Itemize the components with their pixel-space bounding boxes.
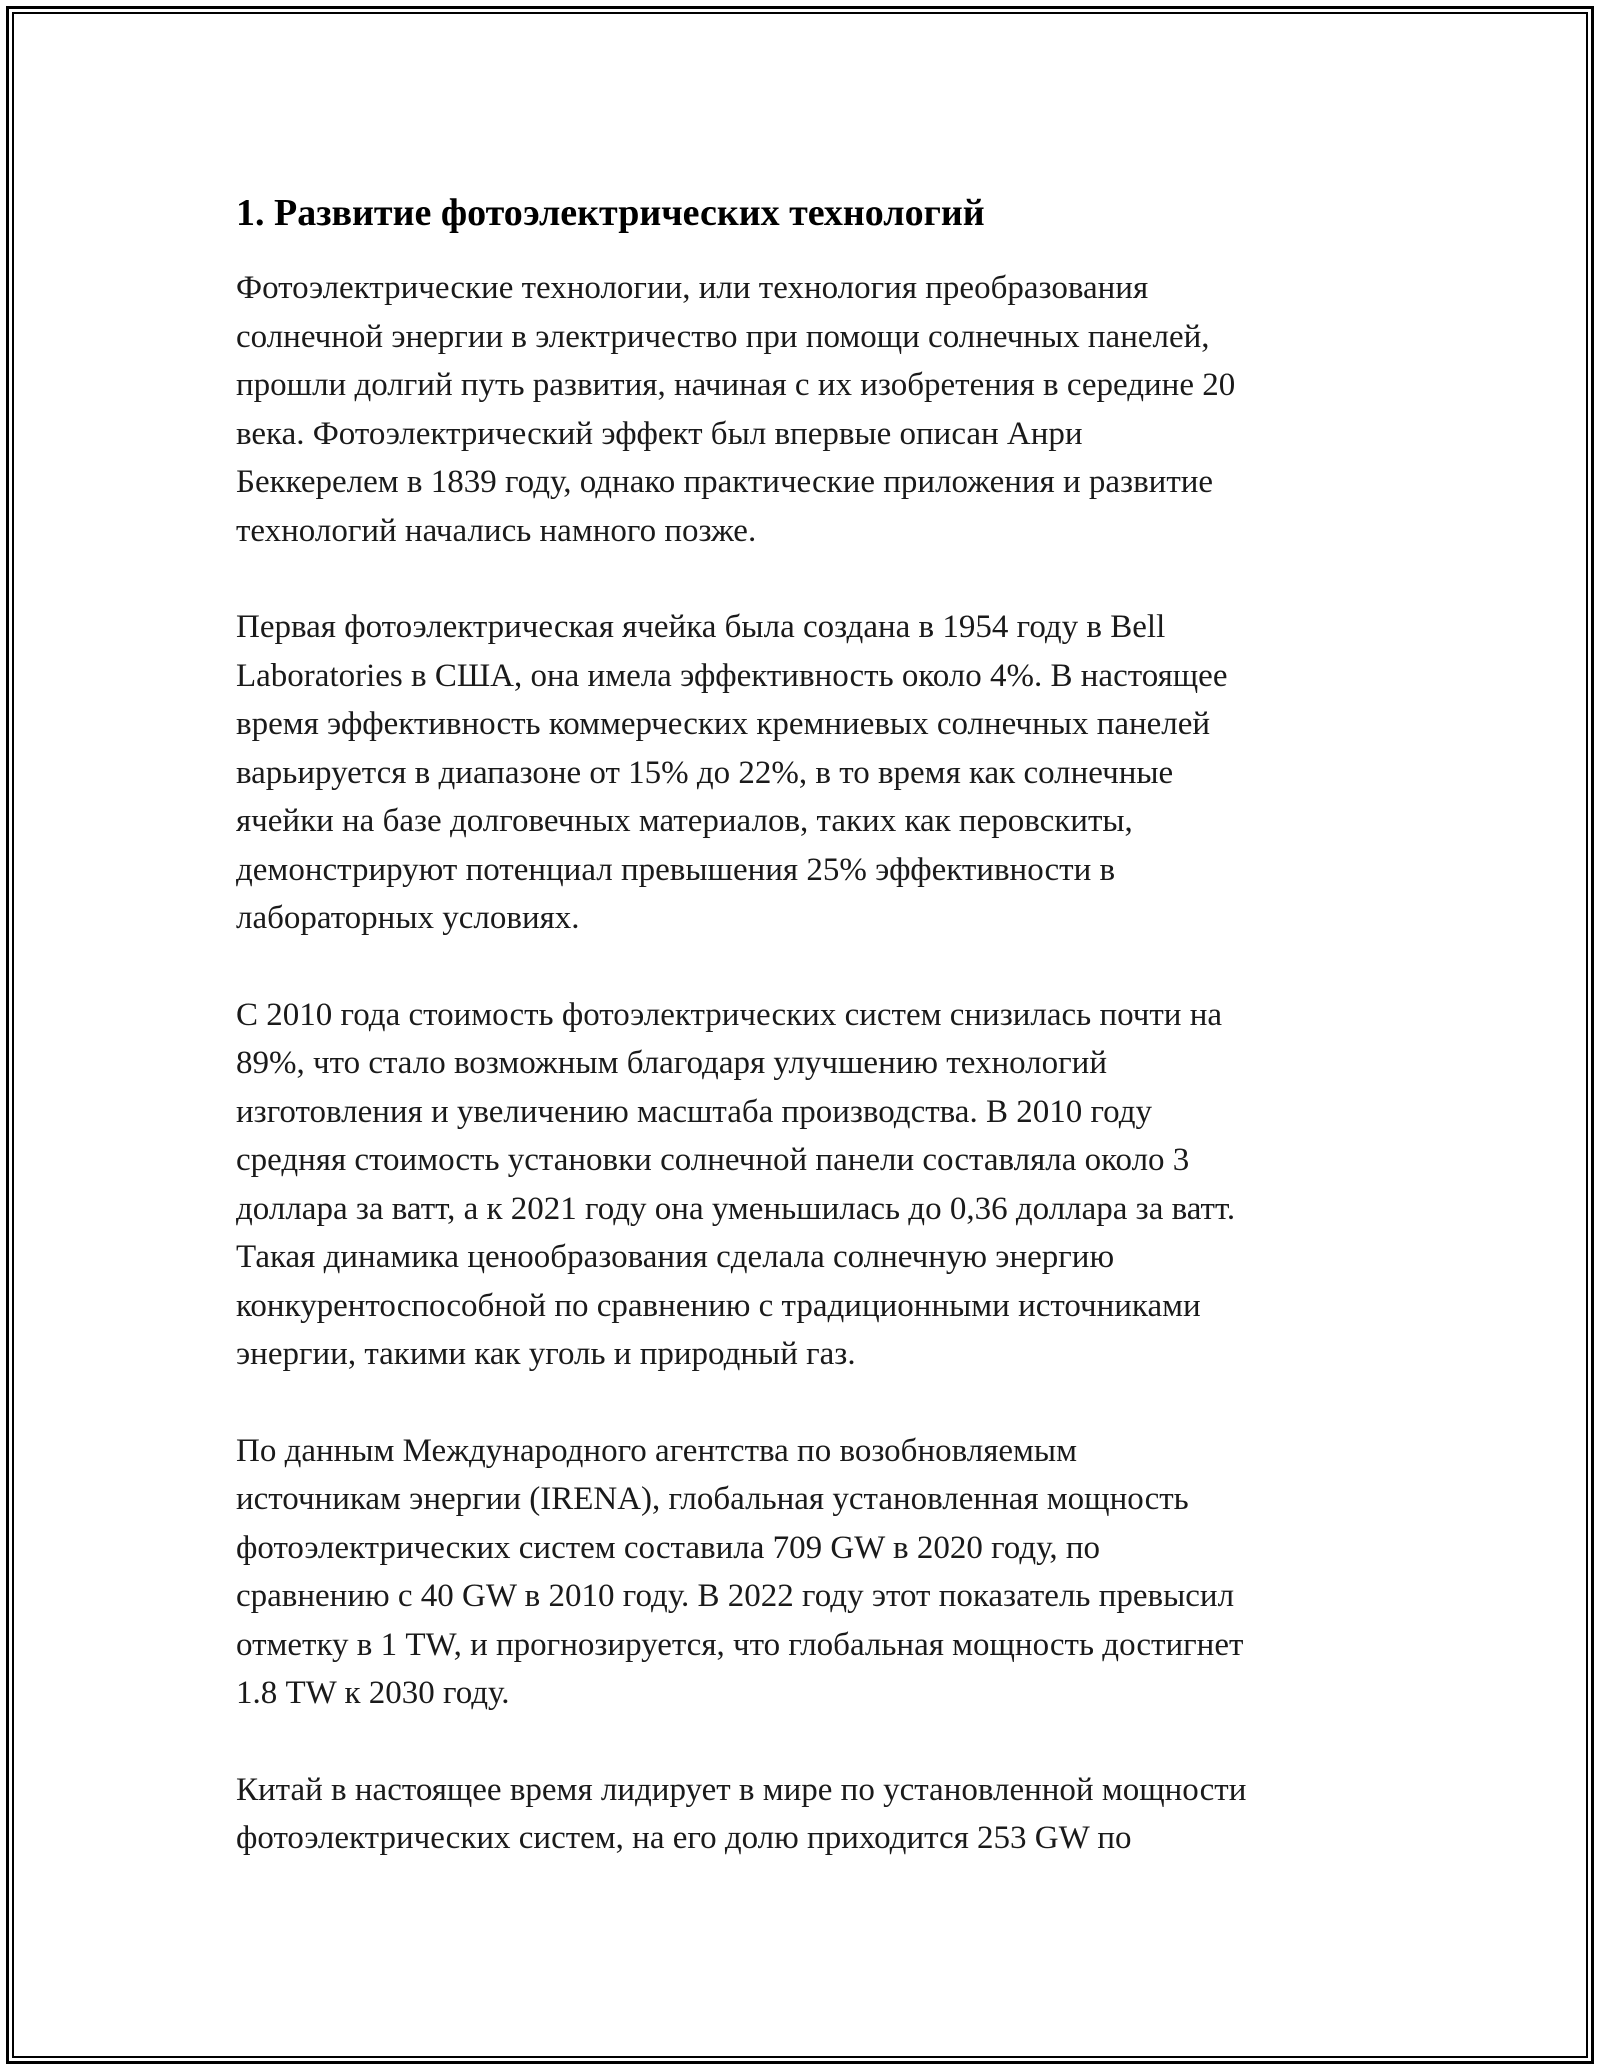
document-body bbox=[236, 186, 1376, 1863]
paragraph-cost: С 2010 года стоимость фотоэлектрических систем снизилась почти на 89%, что стало возможным благодаря улучшению технологий изготовления и увеличению масштаба производства. В 2010 году средняя стоимость установки солнечной панели составляла около 3 доллара за ватт, а к 2021 году она уменьшилась до 0,36 доллара за ватт. Такая динамика ценообразования сделала солнечную энергию конкурентоспособной по сравнению с традиционными источниками энергии, такими как уголь и природный газ. bbox=[236, 996, 1236, 1372]
paragraph-efficiency: Первая фотоэлектрическая ячейка была создана в 1954 году в Bell Laboratories в США, она имела эффективность около 4%. В настоящее время эффективность коммерческих кремниевых солнечных панелей варьируется в диапазоне от 15% до 22%, в то время как солнечные ячейки на базе долговечных материалов, таких как перовскиты, демонстрируют потенциал превышения 25% эффективности в лабораторных условиях. bbox=[236, 609, 1228, 936]
paragraph-capacity: По данным Международного агентства по возобновляемым источникам энергии (IRENA), глобальная установленная мощность фотоэлектрических систем составила 709 GW в 2020 году, по сравнению с 40 GW в 2010 году. В 2022 году этот показатель превысил отметку в 1 TW, и прогнозируется, что глобальная мощность достигнет 1.8 TW к 2030 году. bbox=[236, 1432, 1244, 1711]
paragraph-history: Фотоэлектрические технологии, или технология преобразования солнечной энергии в электричество при помощи солнечных панелей, прошли долгий путь развития, начиная с их изобретения в середине 20 века. Фотоэлектрический эффект был впервые описан Анри Беккерелем в 1839 году, однако практические приложения и развитие технологий начались намного позже. bbox=[236, 270, 1236, 549]
paragraph-china: Китай в настоящее время лидирует в мире по установленной мощности фотоэлектрических систем, на его долю приходится 253 GW по bbox=[236, 1771, 1247, 1856]
section-heading: 1. Развитие фотоэлектрических технологий bbox=[236, 192, 985, 234]
